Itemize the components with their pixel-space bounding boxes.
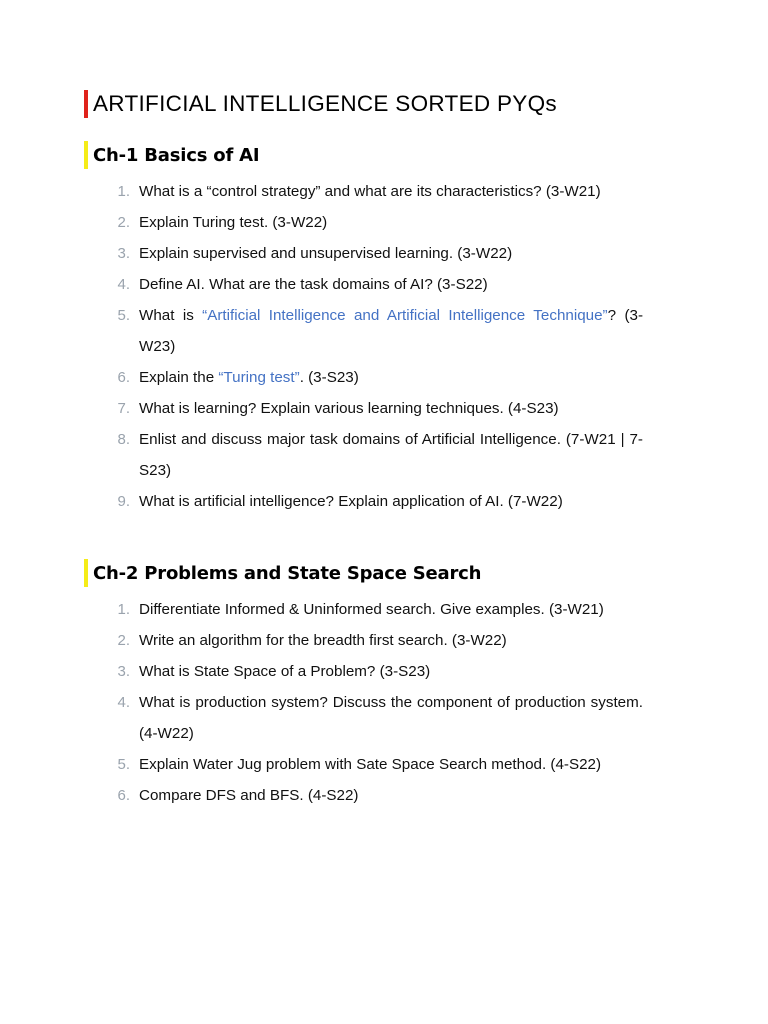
chapter-title: Ch-2 Problems and State Space Search — [93, 562, 482, 584]
question-item — [0, 687, 768, 749]
question-text — [139, 300, 643, 362]
question-number: 9. — [117, 493, 130, 510]
question-item — [0, 594, 768, 625]
chapter-heading — [84, 558, 481, 588]
question-text-suffix: . (3-S23) — [299, 369, 359, 386]
chapter-title: Ch-1 Basics of AI — [93, 144, 260, 166]
question-item — [0, 625, 768, 656]
question-number: 5. — [117, 756, 130, 773]
question-number: 4. — [117, 276, 130, 293]
question-text: Define AI. What are the task domains of AI? (3-S22) — [139, 276, 488, 293]
question-number: 3. — [117, 663, 130, 680]
question-number: 3. — [117, 245, 130, 262]
question-number: 6. — [117, 787, 130, 804]
question-item — [0, 238, 768, 269]
question-text-prefix: What is — [139, 307, 203, 324]
question-text-prefix: Explain the — [139, 369, 219, 386]
highlighted-term: “Artificial Intelligence and Artificial Intelligence Technique” — [202, 307, 608, 324]
question-item — [0, 176, 768, 207]
question-text: Compare DFS and BFS. (4-S22) — [139, 787, 359, 804]
question-number: 2. — [117, 632, 130, 649]
question-text: What is artificial intelligence? Explain application of AI. (7-W22) — [139, 493, 563, 510]
question-item — [0, 424, 768, 486]
question-item — [0, 656, 768, 687]
question-text: What is State Space of a Problem? (3-S23) — [139, 663, 431, 680]
document-title-text: ARTIFICIAL INTELLIGENCE SORTED PYQs — [93, 91, 557, 116]
question-number: 2. — [117, 214, 130, 231]
highlighted-term: “Turing test” — [218, 369, 300, 386]
title-accent-bar — [84, 90, 88, 118]
question-item — [0, 207, 768, 238]
chapter-accent-bar — [84, 559, 88, 587]
question-item — [0, 362, 768, 393]
question-list — [0, 176, 768, 517]
document-title — [84, 88, 557, 120]
question-number: 5. — [117, 307, 130, 324]
question-text — [139, 362, 643, 393]
question-item — [0, 486, 768, 517]
question-number: 1. — [117, 601, 130, 618]
question-text-suffix: ? (3-W23) — [139, 307, 644, 355]
question-text: What is production system? Discuss the component of production system. (4-W22) — [139, 694, 643, 742]
question-text: Enlist and discuss major task domains of Artificial Intelligence. (7-W21 | 7-S23) — [139, 431, 643, 479]
chapter-heading — [84, 140, 259, 170]
question-item — [0, 780, 768, 811]
question-item — [0, 749, 768, 780]
question-text: Explain Turing test. (3-W22) — [139, 214, 328, 231]
question-list — [0, 594, 768, 811]
chapter-accent-bar — [84, 141, 88, 169]
question-item — [0, 269, 768, 300]
question-number: 7. — [117, 400, 130, 417]
question-number: 6. — [117, 369, 130, 386]
question-item — [0, 393, 768, 424]
question-text: Write an algorithm for the breadth first search. (3-W22) — [139, 632, 507, 649]
question-text: Differentiate Informed & Uninformed search. Give examples. (3-W21) — [139, 601, 604, 618]
question-number: 8. — [117, 431, 130, 448]
question-number: 1. — [117, 183, 130, 200]
question-number: 4. — [117, 694, 130, 711]
question-text: Explain supervised and unsupervised learning. (3-W22) — [139, 245, 513, 262]
question-text: What is a “control strategy” and what are its characteristics? (3-W21) — [139, 183, 601, 200]
question-text: Explain Water Jug problem with Sate Space Search method. (4-S22) — [139, 756, 602, 773]
question-item — [0, 300, 768, 362]
question-text: What is learning? Explain various learning techniques. (4-S23) — [139, 400, 559, 417]
